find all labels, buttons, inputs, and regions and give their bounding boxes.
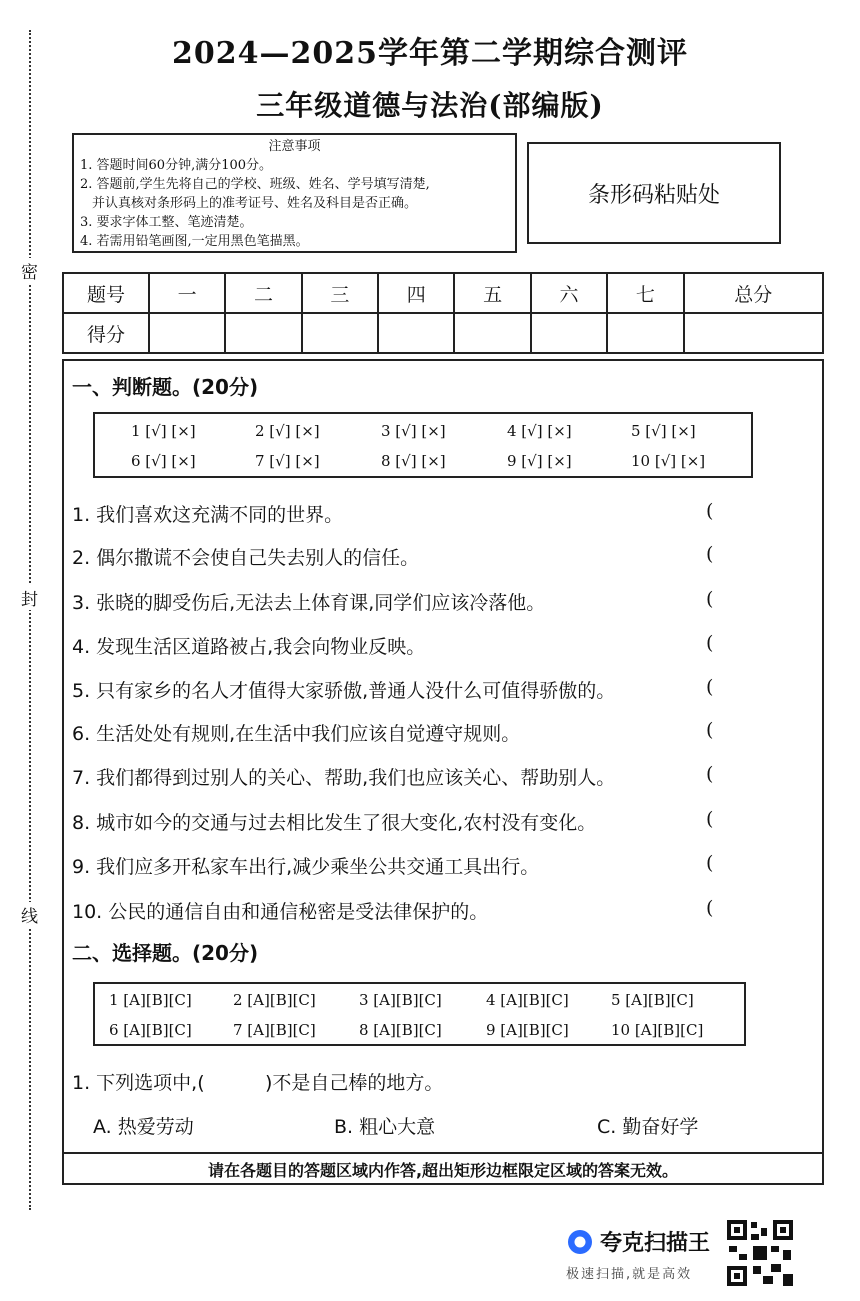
tf-question: 5. 只有家乡的名人才值得大家骄傲,普通人没什么可值得骄傲的。 xyxy=(72,680,616,702)
page-title: 2024—2025学年第二学期综合测评 xyxy=(172,36,688,71)
answer-paren[interactable]: ( xyxy=(706,719,714,741)
mc-option-a[interactable]: A. 热爱劳动 xyxy=(93,1116,194,1138)
score-header-cell: 一 xyxy=(149,273,225,313)
mc-question: 1. 下列选项中,( )不是自己棒的地方。 xyxy=(72,1072,444,1094)
barcode-label: 条形码粘贴处 xyxy=(587,182,720,208)
score-header-cell: 五 xyxy=(454,273,530,313)
mc-answer-cell[interactable]: 2 [A][B][C] xyxy=(233,991,316,1009)
side-label-feng: 封 xyxy=(21,585,38,610)
side-label-mi: 密 xyxy=(21,258,38,283)
score-header-cell: 七 xyxy=(607,273,683,313)
score-header-cell: 四 xyxy=(378,273,454,313)
score-header-cell: 三 xyxy=(302,273,378,313)
notice-heading: 注意事项 xyxy=(268,139,321,154)
score-header-cell: 六 xyxy=(531,273,607,313)
scanner-brand xyxy=(566,1226,710,1257)
tf-answer-cell[interactable]: 7 [√] [×] xyxy=(255,452,320,470)
score-row-label: 得分 xyxy=(63,313,149,353)
answer-paren[interactable]: ( xyxy=(706,676,714,698)
mc-answer-cell[interactable]: 6 [A][B][C] xyxy=(109,1021,192,1039)
score-input-cell[interactable] xyxy=(684,313,823,353)
mc-option-c[interactable]: C. 勤奋好学 xyxy=(597,1116,699,1138)
mc-answer-cell[interactable]: 4 [A][B][C] xyxy=(486,991,569,1009)
score-table xyxy=(62,272,824,354)
tf-question: 2. 偶尔撒谎不会使自己失去别人的信任。 xyxy=(72,547,420,569)
tf-answer-cell[interactable]: 8 [√] [×] xyxy=(381,452,446,470)
tf-answer-cell[interactable]: 6 [√] [×] xyxy=(131,452,196,470)
answer-paren[interactable]: ( xyxy=(706,852,714,874)
answer-paren[interactable]: ( xyxy=(706,500,714,522)
score-input-cell[interactable] xyxy=(454,313,530,353)
scanner-brand-name: 夸克扫描王 xyxy=(600,1231,711,1256)
notice-item: 2. 答题前,学生先将自己的学校、班级、姓名、学号填写清楚, xyxy=(80,177,430,192)
tf-question: 9. 我们应多开私家车出行,减少乘坐公共交通工具出行。 xyxy=(72,856,540,878)
answer-paren[interactable]: ( xyxy=(706,897,714,919)
binding-dotted-line xyxy=(29,30,31,1210)
score-input-cell[interactable] xyxy=(225,313,301,353)
score-input-cell[interactable] xyxy=(607,313,683,353)
tf-answer-cell[interactable]: 5 [√] [×] xyxy=(631,422,696,440)
tf-question: 10. 公民的通信自由和通信秘密是受法律保护的。 xyxy=(72,901,489,923)
notice-item: 4. 若需用铅笔画图,一定用黑色笔描黑。 xyxy=(80,234,309,249)
side-label-xian: 线 xyxy=(21,902,38,927)
tf-answer-cell[interactable]: 4 [√] [×] xyxy=(507,422,572,440)
notice-box xyxy=(72,133,517,253)
notice-item: 并认真核对条形码上的准考证号、姓名及科目是否正确。 xyxy=(92,196,418,211)
mc-answer-cell[interactable]: 8 [A][B][C] xyxy=(359,1021,442,1039)
notice-item: 3. 要求字体工整、笔迹清楚。 xyxy=(80,215,253,230)
tf-question: 3. 张晓的脚受伤后,无法去上体育课,同学们应该冷落他。 xyxy=(72,592,546,614)
scanner-brand-slogan: 极速扫描,就是高效 xyxy=(566,1267,693,1282)
tf-answer-cell[interactable]: 1 [√] [×] xyxy=(131,422,196,440)
tf-question: 7. 我们都得到过别人的关心、帮助,我们也应该关心、帮助别人。 xyxy=(72,767,616,789)
section1-answer-sheet xyxy=(93,412,753,478)
answer-paren[interactable]: ( xyxy=(706,632,714,654)
mc-answer-cell[interactable]: 1 [A][B][C] xyxy=(109,991,192,1009)
mc-option-b[interactable]: B. 粗心大意 xyxy=(334,1116,436,1138)
page-subtitle: 三年级道德与法治(部编版) xyxy=(256,89,604,122)
score-header-cell: 二 xyxy=(225,273,301,313)
tf-answer-cell[interactable]: 3 [√] [×] xyxy=(381,422,446,440)
answer-paren[interactable]: ( xyxy=(706,543,714,565)
mc-answer-cell[interactable]: 5 [A][B][C] xyxy=(611,991,694,1009)
scanner-logo-icon xyxy=(566,1228,594,1256)
answer-paren[interactable]: ( xyxy=(706,588,714,610)
mc-answer-cell[interactable]: 9 [A][B][C] xyxy=(486,1021,569,1039)
tf-question: 8. 城市如今的交通与过去相比发生了很大变化,农村没有变化。 xyxy=(72,812,597,834)
answer-area-notice xyxy=(62,1152,824,1185)
score-header-cell: 题号 xyxy=(63,273,149,313)
scanner-watermark xyxy=(566,1226,710,1282)
section2-heading: 二、选择题。(20分) xyxy=(72,941,259,965)
mc-answer-cell[interactable]: 7 [A][B][C] xyxy=(233,1021,316,1039)
tf-answer-cell[interactable]: 9 [√] [×] xyxy=(507,452,572,470)
tf-question: 4. 发现生活区道路被占,我会向物业反映。 xyxy=(72,636,426,658)
score-header-cell: 总分 xyxy=(684,273,823,313)
mc-answer-cell[interactable]: 10 [A][B][C] xyxy=(611,1021,704,1039)
tf-question: 1. 我们喜欢这充满不同的世界。 xyxy=(72,504,344,526)
tf-answer-cell[interactable]: 10 [√] [×] xyxy=(631,452,706,470)
score-table-header-row xyxy=(63,273,823,313)
answer-paren[interactable]: ( xyxy=(706,808,714,830)
mc-answer-cell[interactable]: 3 [A][B][C] xyxy=(359,991,442,1009)
qr-code-icon xyxy=(727,1220,793,1286)
answer-area-notice-text: 请在各题目的答题区域内作答,超出矩形边框限定区域的答案无效。 xyxy=(207,1161,679,1180)
tf-answer-cell[interactable]: 2 [√] [×] xyxy=(255,422,320,440)
score-input-cell[interactable] xyxy=(302,313,378,353)
score-input-cell[interactable] xyxy=(378,313,454,353)
score-table-score-row xyxy=(63,313,823,353)
notice-item: 1. 答题时间60分钟,满分100分。 xyxy=(80,158,273,173)
section1-heading: 一、判断题。(20分) xyxy=(72,375,259,399)
barcode-area xyxy=(527,142,781,244)
answer-paren[interactable]: ( xyxy=(706,763,714,785)
tf-question: 6. 生活处处有规则,在生活中我们应该自觉遵守规则。 xyxy=(72,723,521,745)
score-input-cell[interactable] xyxy=(149,313,225,353)
section2-answer-sheet xyxy=(93,982,746,1046)
score-input-cell[interactable] xyxy=(531,313,607,353)
